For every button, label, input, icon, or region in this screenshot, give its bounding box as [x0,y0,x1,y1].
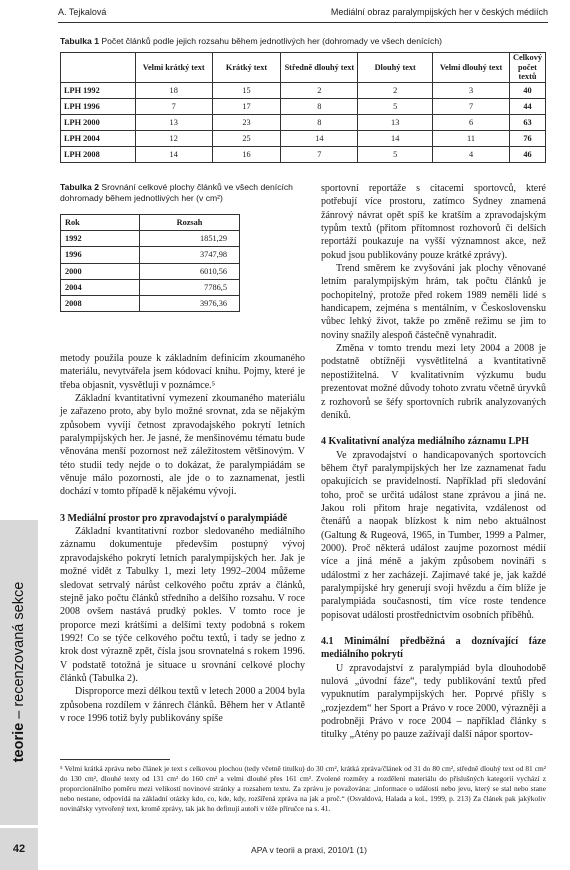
footnote-rule [60,759,170,760]
table-cell: 7 [281,147,358,163]
table-cell: 7 [433,98,510,114]
footnote: ⁵ Velmi krátká zpráva nebo článek je text s celkovou plochou (tedy včetně titulku) do 30 cm², krátká zpráva/článek od 31 do 80 cm², středně dlouhý text od 81 cm² do 130 cm², dlouhé texty od 131 cm² do 160 cm² a velmi dlouhé přes 161 cm². Zvolené rozměry a rozdělení materiálu do příslušných kategorií vychází z proporcionálního poměru mezi velikostí novinové stránky a rozsahem textu. Za zprávu je považována: „informace o události nebo jevu, který se stal nebo stane nebo nestane, odpovídá na základní otázky kdo, co, kde, kdy, rozšířená zpráva na jak a proč.“ (Osvaldová, Halada a kol., 1999, p. 213) Za článek pak jakýkoliv novinářsky vytvořený text, kromě zprávy, tak jak ho definují autoři v téže příručce na s. 41. [60,764,546,813]
left-text-column [60,352,305,725]
table-cell: 4 [433,147,510,163]
table-cell: LPH 1996 [61,98,136,114]
page-number: 42 [0,828,38,870]
table1-header-cell: Velmi dlouhý text [433,53,510,83]
table2-caption [60,182,310,204]
table-cell: 12 [135,131,212,147]
table-row [61,82,546,98]
table-cell: 14 [135,147,212,163]
table1-label: Tabulka 1 [60,36,100,46]
paragraph: U zpravodajství z paralympiád byla dlouhodobě nulová „úvodní fáze“, tedy publikování textů před vypuknutím paralympijských her. Poprvé přišly s „rozjezdem“ her Sport a Právo v roce 2000, výrazněji a podrobněji Právo v roce 2004 – například články s titulky „Atény po pauze zažívají další nápor sportov- [321,662,546,741]
table-cell: 6010,56 [140,263,240,279]
table-cell: 16 [212,147,281,163]
table-cell: 2 [358,82,433,98]
table1-header-cell [61,53,136,83]
table2-header-row [61,215,240,231]
table-cell: LPH 1992 [61,82,136,98]
table1-header-cell: Celkový počet textů [509,53,545,83]
table-cell: LPH 2004 [61,131,136,147]
table2-header-cell: Rok [61,215,140,231]
table-cell: 3 [433,82,510,98]
table-cell: 2 [281,82,358,98]
paragraph: sportovní reportáže s citacemi sportovců, které potřebují více prostoru, zatímco Sydney znamená žánrový návrat opět spíš ke kratším a zpravodajským typům textů (přitom přítomnost rozhovorů či delších reportáží poukazuje na vyšší významnost akce, než pokud jsou publikovány pouze krátké zprávy). [321,183,546,261]
paragraph: Trend směrem ke zvyšování jak plochy věnované letním paralympijským hrám, tak počtu článků je pochopitelný, protože před rokem 1989 neměli lidé s handicapem, zejména s mentálním, v Československu vůbec lehký život, takže po změně režimu se jim to noviny snažily alespoň částečně vynahradit. [321,263,546,341]
table-cell: 7786,5 [140,279,240,295]
table-cell: 11 [433,131,510,147]
table1 [60,52,546,163]
table-cell: 5 [358,147,433,163]
table2-label: Tabulka 2 [60,182,100,192]
paragraph: Ve zpravodajství o handicapovaných sportovcích během čtyř paralympijských her lze zaznamenat řadu opakujících se pravidelností. Například při sledování toho, proč se určitá událost stane zprávou a jiná ne. Jakou roli přitom hraje negativita, vzdálenost od čtenářů a naopak blízkost k nim nebo aktuálnost (Galtung & Rugeová, 1965, in Tumber, 1999 a Palmer, 2000). Proč některá událost zaujme pozornost médií více a jiná méně a jakým způsobem novináři s událostmi z her zacházejí. Zajímavé také je, jak každé paralympijské hry generují svoji hvězdu a čím blíže je paralympiáda současnosti, tím více roste tendence popisovat události prostřednictvím osobních příběhů. [321,449,546,621]
table-cell: 40 [509,82,545,98]
paragraph: Disproporce mezi délkou textů v letech 2000 a 2004 byla způsobena rozdílem v žánrech článků. Během her v Atlantě v roce 1996 totiž byly publikovány spíše [60,686,305,724]
table-cell: 46 [509,147,545,163]
table-cell: 7 [135,98,212,114]
table1-header-row [61,53,546,83]
table-cell: 2000 [61,263,140,279]
table-cell: LPH 2008 [61,147,136,163]
table-cell: 25 [212,131,281,147]
section-heading-3: 3 Mediální prostor pro zpravodajství o paralympiádě [60,512,288,524]
table1-header-cell: Dlouhý text [358,53,433,83]
table-cell: 13 [358,114,433,130]
table-row [61,98,546,114]
table-row [61,231,240,247]
table2-caption-text: Srovnání celkové plochy článků ve všech denících dohromady během jednotlivých her (v cm²) [60,182,293,203]
paragraph: Základní kvantitativní vymezení zkoumaného materiálu je zařazeno proto, aby bylo možné srovnat, zda se nějakým způsobem vyvíjí četnost zpravodajského pokrytí letních paralympijských her. Je jasné, že menšinovému tématu bude věnována menší pozornost než záležitostem většinovým. V této studii tedy nejde o to dokázat, že paralympiádám se věnuje málo pozornosti, ale jde o to zaznamenat, jestli dochází v tomto případě k nějakému vývoji. [60,393,305,498]
table2-header-cell: Rozsah [140,215,240,231]
table-cell: 13 [135,114,212,130]
table-row [61,147,546,163]
table-cell: 14 [358,131,433,147]
table-row [61,247,240,263]
table-cell: 3976,36 [140,295,240,311]
table-cell: 5 [358,98,433,114]
table1-header-cell: Velmi krátký text [135,53,212,83]
section-label-rest: – recenzovaná sekce [11,581,27,723]
table-cell: 63 [509,114,545,130]
table-row [61,295,240,311]
table1-header-cell: Středně dlouhý text [281,53,358,83]
table-cell: 17 [212,98,281,114]
table-row [61,279,240,295]
paragraph: Změna v tomto trendu mezi lety 2004 a 2008 je podstatně obtížněji vysvětlitelná a kvantitativně nepostižitelná. V kvalitativním výzkumu budu prezentovat možné důvody tohoto zvratu včetně úryvků z rozhovorů se šéfy sportovních rubrik analyzovaných deníků. [321,343,546,421]
table-cell: 18 [135,82,212,98]
section-label [11,582,27,763]
header-running-title: Mediální obraz paralympijských her v českých médiích [330,7,548,17]
paragraph: Základní kvantitativní rozbor sledovaného mediálního záznamu dokumentuje především postupný vývoj zpravodajského pokrytí letních paralympijských her. Jak je možné vidět z Tabulky 1, mezi lety 1992–2004 můžeme sledovat setrvalý nárůst celkového počtu zpráv a článků, stejně jako počtu článků středního a delšího rozsahu. V roce 2008 ovšem nastává prudký pokles. V tomto roce je proporce mezi krátšími a delšími texty podobná s rokem 1992! Co se týče celkového počtu textů, i tady se jedno z krok dost výrazně zpět, čísla jsou srovnatelná s rokem 1996. V podstatě totožná je situace u srovnání celkové plochy článků (Tabulka 2). [60,526,305,684]
table-cell: 44 [509,98,545,114]
table-cell: LPH 2000 [61,114,136,130]
table-cell: 2008 [61,295,140,311]
table1-caption-text: Počet článků podle jejich rozsahu během jednotlivých her (dohromady ve všech denících) [99,36,442,46]
running-header [58,7,548,21]
footer-text: APA v teorii a praxi, 2010/1 (1) [251,845,367,855]
paragraph: metody použila pouze k základním definicím zkoumaného materiálu, nevytvářela jsem kódovací knihu. Pojmy, které je třeba objasnit, vysvětluji v poznámce.⁵ [60,353,305,391]
table-cell: 14 [281,131,358,147]
right-text-column [321,182,546,742]
section-label-bold: teorie [11,722,27,763]
section-heading-4-1: 4.1 Minimální předběžná a doznívající fáze mediálního pokrytí [321,636,546,661]
table-cell: 23 [212,114,281,130]
table-row [61,131,546,147]
header-rule [58,22,548,23]
table1-header-cell: Krátký text [212,53,281,83]
table-cell: 8 [281,98,358,114]
table-row [61,114,546,130]
table1-caption [60,36,442,46]
table-cell: 6 [433,114,510,130]
table-cell: 1992 [61,231,140,247]
section-heading-4: 4 Kvalitativní analýza mediálního záznamu LPH [321,436,530,448]
table-cell: 3747,98 [140,247,240,263]
header-author: A. Tejkalová [58,7,107,17]
table-cell: 76 [509,131,545,147]
table-cell: 8 [281,114,358,130]
table-cell: 1851,29 [140,231,240,247]
table-row [61,263,240,279]
journal-footer [0,845,570,855]
table-cell: 2004 [61,279,140,295]
table2 [60,214,240,312]
table-cell: 1996 [61,247,140,263]
table-cell: 15 [212,82,281,98]
section-side-tab [0,520,38,825]
